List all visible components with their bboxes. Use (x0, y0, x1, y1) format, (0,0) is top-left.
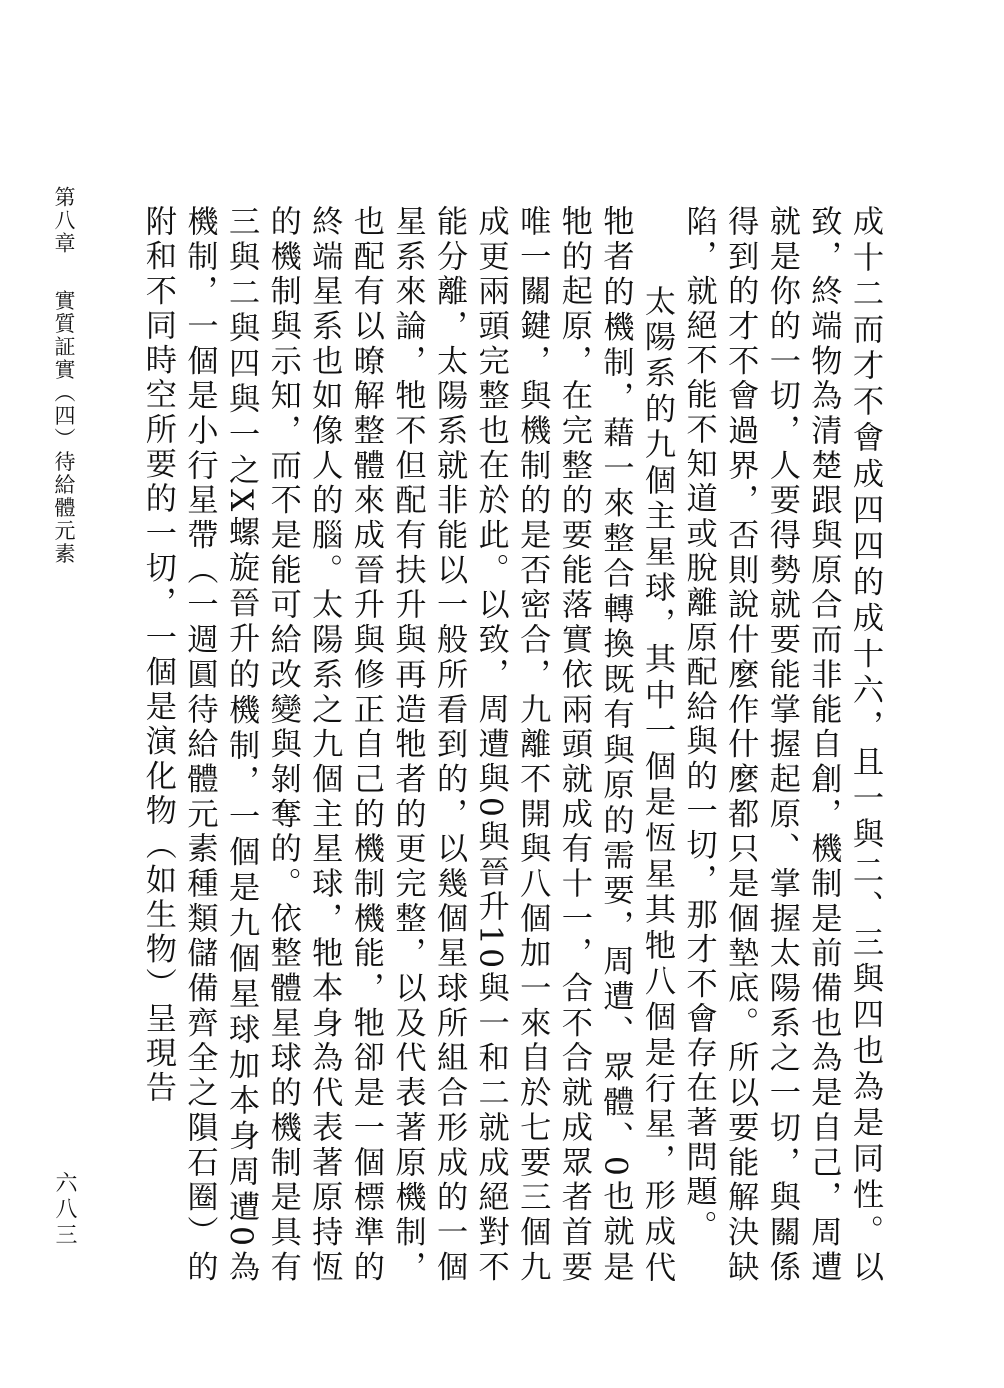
paragraph-1: 成十二而才不會成四四的成十六，且一與二、三與四也為是同性。以致，終端物為清楚跟與原合而非能自創，機制是前備也為是自己，周遭就是你的一切，人要得勢就要能掌握起原、掌握太陽系之一切，與關係得到的才不會過界，否則說什麼作什麼都只是個墊底。所以要能解決缺陷，就絕不能不知道或脫離原配給與的一切，那才不會存在著問題。 (680, 205, 883, 1285)
body-text (133, 205, 885, 1285)
section-title: 實質証實（四）待給體元素 (52, 289, 76, 566)
page-number: 六八三 (52, 1171, 77, 1249)
chapter-label: 第八章 (52, 186, 76, 256)
paragraph-2: 太陽系的九個主星球，其中一個是恆星其牠八個是行星，形成代牠者的機制，藉一來整合轉換既有與原的需要，周遭、眾體、0也就是牠的起原，在完整的要能落實依兩頭就成有十一，合不合就成眾者首要唯一關鍵，與機制的是否密合，九離不開與八個加一來自於七要三個九成更兩頭完整也在於此。以致，周遭與0與晉升10與一和二就成絕對不能分離，太陽系就非能以一般所看到的，以幾個星球所組合形成的一個星系來論，牠不但配有扶升與再造牠者的更完整，以及代表著原機制，也配有以暸解整體來成晉升與修正自己的機制機能，牠卻是一個標準的終端星系也如像人的腦。太陽系之九個主星球，牠本身為代表著原持恆的機制與示知，而不是能可給改變與剝奪的。依整體星球的機制是具有三與二與四與一之X螺旋晉升的機制，一個是九個星球加本身周遭0為機制，一個是小行星帶（一週圓待給體元素種類儲備齊全之隕石圈）的附和不同時空所要的一切，一個是演化物（如生物）呈現告 (139, 205, 676, 1285)
running-head (44, 116, 84, 636)
